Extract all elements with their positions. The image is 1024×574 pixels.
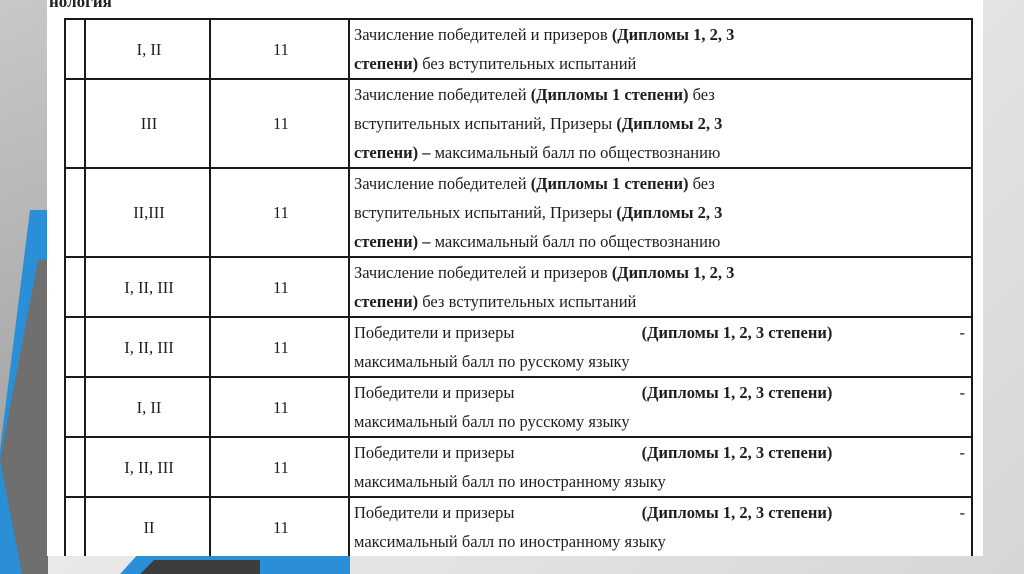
table-row (65, 257, 972, 317)
table-row (65, 79, 972, 168)
grade-cell: 11 (210, 79, 349, 168)
levels-cell: III (85, 79, 210, 168)
grade-cell: 11 (210, 437, 349, 497)
levels-cell: II,III (85, 168, 210, 257)
grade-cell: 11 (210, 19, 349, 79)
grade-cell: 11 (210, 497, 349, 556)
benefit-cell: Победители и призеры (Дипломы 1, 2, 3 степени) - максимальный балл по русскому языку (349, 317, 972, 377)
levels-cell: I, II, III (85, 437, 210, 497)
table-row (65, 437, 972, 497)
grade-cell: 11 (210, 168, 349, 257)
levels-cell: II (85, 497, 210, 556)
table-row (65, 377, 972, 437)
benefit-cell: Победители и призеры (Дипломы 1, 2, 3 степени) - максимальный балл по иностранному языку (349, 497, 972, 556)
olympiad-table (64, 18, 973, 556)
benefit-cell: Зачисление победителей (Дипломы 1 степени) без вступительных испытаний, Призеры (Дипломы 2, 3 степени) – максимальный балл по обществознанию (349, 79, 972, 168)
table-row (65, 19, 972, 79)
benefit-cell: Зачисление победителей и призеров (Дипломы 1, 2, 3 степени) без вступительных испытаний (349, 257, 972, 317)
benefit-cell: Победители и призеры (Дипломы 1, 2, 3 степени) - максимальный балл по иностранному языку (349, 437, 972, 497)
levels-cell: I, II (85, 377, 210, 437)
benefit-cell: Победители и призеры (Дипломы 1, 2, 3 степени) - максимальный балл по русскому языку (349, 377, 972, 437)
levels-cell: I, II, III (85, 257, 210, 317)
cut-off-header: нология (49, 0, 112, 11)
grade-cell: 11 (210, 257, 349, 317)
table-row (65, 317, 972, 377)
levels-cell: I, II (85, 19, 210, 79)
levels-cell: I, II, III (85, 317, 210, 377)
table-row (65, 497, 972, 556)
decorative-bottom-dark-stripe (140, 560, 260, 574)
grade-cell: 11 (210, 317, 349, 377)
benefit-cell: Зачисление победителей и призеров (Дипломы 1, 2, 3 степени) без вступительных испытаний (349, 19, 972, 79)
benefit-cell: Зачисление победителей (Дипломы 1 степени) без вступительных испытаний, Призеры (Дипломы 2, 3 степени) – максимальный балл по обществознанию (349, 168, 972, 257)
table-row (65, 168, 972, 257)
grade-cell: 11 (210, 377, 349, 437)
document-sheet (47, 0, 983, 556)
